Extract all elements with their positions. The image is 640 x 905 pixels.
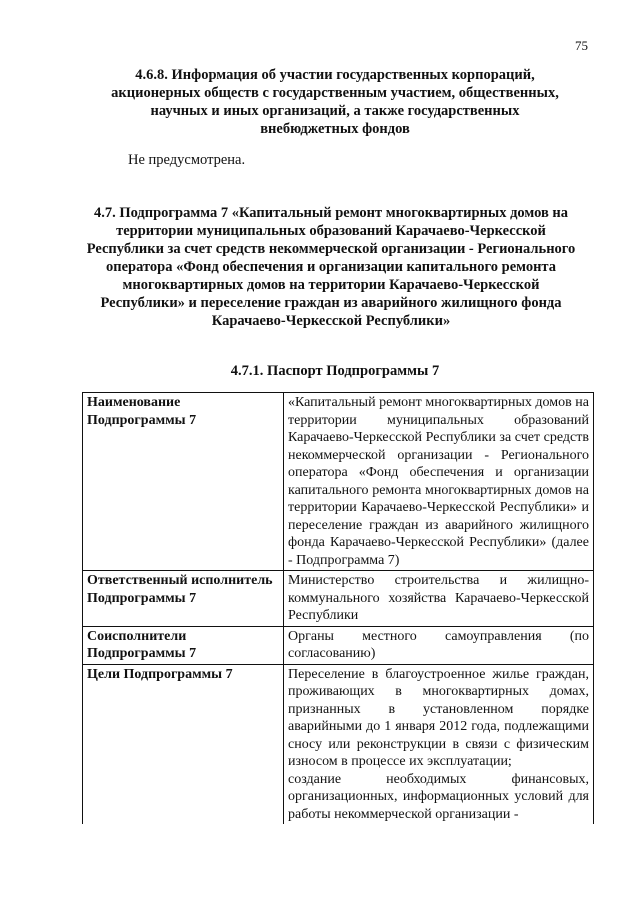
table-row — [83, 393, 594, 571]
passport-table — [82, 392, 594, 824]
row-value-paragraph: Переселение в благоустроенное жилье граждан, проживающих в многоквартирных домах, признанных в установленном порядке аварийными до 1 января 2012 года, подлежащими сносу или реконструкции в связи с физическим износом в процессе их эксплуатации; — [288, 666, 589, 769]
section-note: Не предусмотрена. — [128, 152, 246, 168]
row-value-paragraph: создание необходимых финансовых, организационных, информационных условий для работы некоммерческой организации - — [288, 771, 589, 822]
table-row — [83, 626, 594, 664]
row-value-text: Министерство строительства и жилищно-коммунального хозяйства Карачаево-Черкесской Республики — [288, 573, 589, 623]
row-label-text: Наименование Подпрограммы 7 — [87, 395, 197, 428]
row-value-text: «Капитальный ремонт многоквартирных домов на территории муниципальных образований Карачаево-Черкесской Республики за счет средств некоммерческой организации - Регионального оператора «Фонд обеспечения и организации капитального ремонта многоквартирных домов на территории Карачаево-Черкесской Республики» и переселение граждан из аварийного жилищного фонда Карачаево-Черкесской Республики» (далее - Подпрограмма 7) — [288, 395, 589, 568]
row-label — [83, 571, 284, 627]
section-heading-4-6-8: 4.6.8. Информация об участии государственных корпораций, акционерных обществ с государственным участием, общественных, научных и иных организаций, а также государственных внебюджетных фондов — [111, 67, 559, 137]
section-heading-4-7: 4.7. Подпрограмма 7 «Капитальный ремонт многоквартирных домов на территории муниципальных образований Карачаево-Черкесской Республики за счет средств некоммерческой организации - Регионального оператора «Фонд обеспечения и организации капитального ремонта многоквартирных домов на территории Карачаево-Черкесской Республики» и переселение граждан из аварийного жилищного фонда Карачаево-Черкесской Республики» — [86, 205, 576, 329]
row-label — [83, 393, 284, 571]
table-row — [83, 571, 594, 627]
row-label — [83, 664, 284, 824]
row-value — [284, 626, 594, 664]
row-label-text: Соисполнители Подпрограммы 7 — [87, 628, 197, 661]
row-value — [284, 664, 594, 824]
row-label — [83, 626, 284, 664]
table-row — [83, 664, 594, 824]
row-label-text: Ответственный исполнитель Подпрограммы 7 — [87, 573, 273, 606]
page-number: 75 — [575, 38, 588, 53]
row-label-text: Цели Подпрограммы 7 — [87, 666, 233, 682]
section-heading-4-7-1: 4.7.1. Паспорт Подпрограммы 7 — [230, 363, 440, 379]
row-value-text: Органы местного самоуправления (по согласованию) — [288, 628, 589, 661]
row-value — [284, 571, 594, 627]
row-value — [284, 393, 594, 571]
